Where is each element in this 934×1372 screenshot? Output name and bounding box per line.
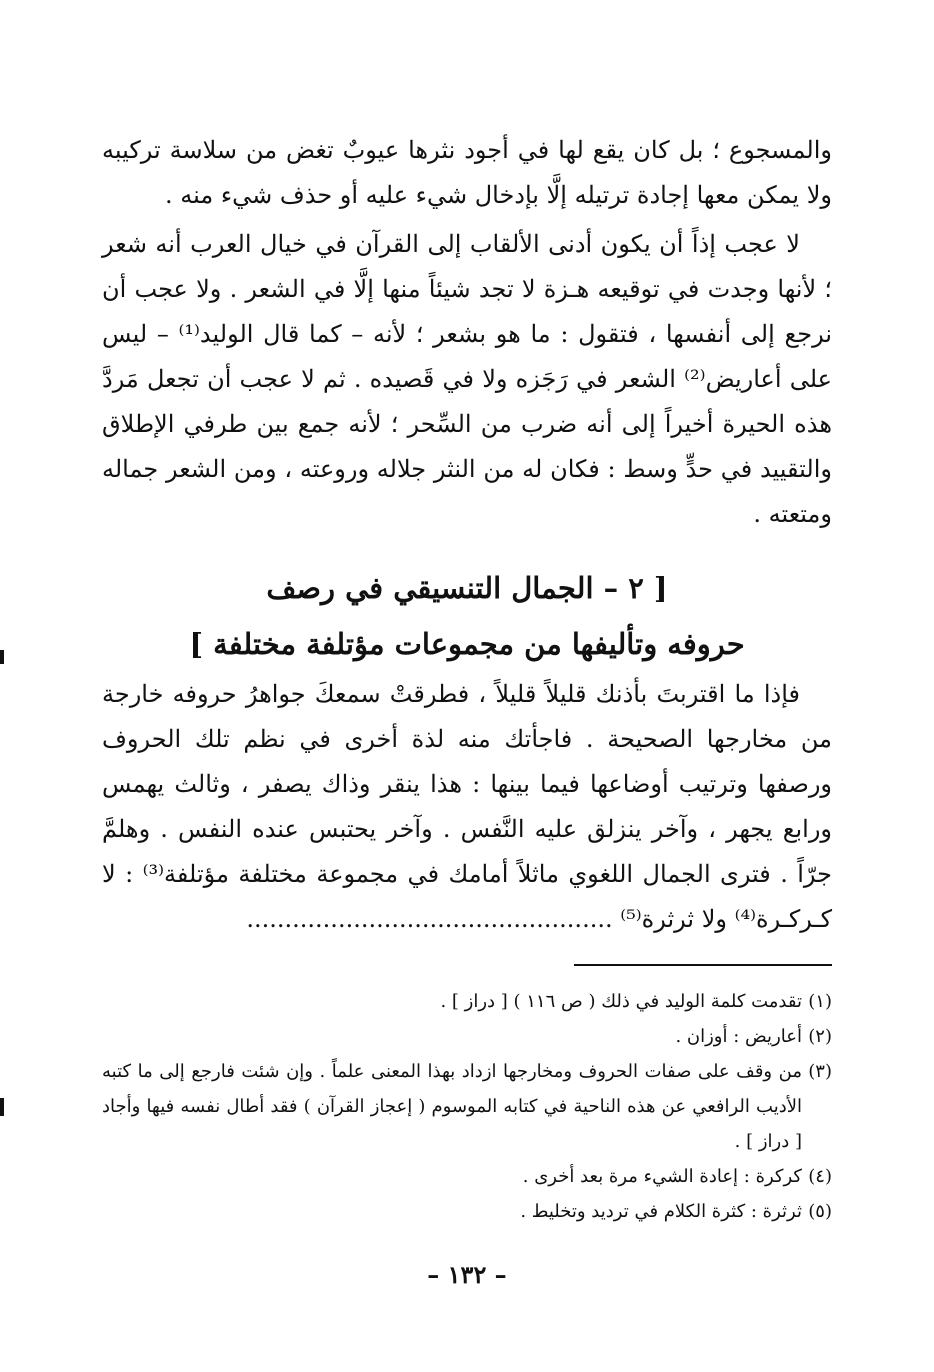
page-number: – ١٣٢ – [427,1260,507,1289]
heading-line-1: [ ٢ – الجمال التنسيقي في رصف [266,571,668,605]
footnote-number: (٤) [808,1166,832,1187]
footnote-1 [102,984,832,1019]
paragraph-2: لا عجب إذاً أن يكون أدنى الألقاب إلى القرآن في خيال العرب أنه شعر ؛ لأنها وجدت في توقيعه هـزة لا تجد شيئاً منها إلَّا في الشعر . ولا عجب أن نرجع إلى أنفسها ، فتقول : ما هو بشعر ؛ لأنه – كما قال الوليد⁽¹⁾ – ليس على أعاريض⁽²⁾ الشعر في رَجَزه ولا في قَصيده . ثم لا عجب أن تجعل مَردَّ هذه الحيرة أخيراً إلى أنه ضرب من السِّحر ؛ لأنه جمع بين طرفي الإطلاق والتقييد في حدٍّ وسط : فكان له من النثر جلاله وروعته ، ومن الشعر جماله ومتعته . [102,230,832,528]
footnote-4 [102,1159,832,1194]
footnote-3 [102,1054,832,1159]
footnote-5 [102,1194,832,1229]
footnote-text: أعاريض : أوزان . [675,1026,802,1047]
footnote-text: ثرثرة : كثرة الكلام في ترديد وتخليط . [520,1201,802,1222]
footnote-text: كركرة : إعادة الشيء مرة بعد أخرى . [522,1166,802,1187]
footnote-number: (٥) [808,1201,832,1222]
paragraph-3-text: فإذا ما اقتربتَ بأذنك قليلاً قليلاً ، فطرقتْ سمعكَ جواهرُ حروفه خارجة من مخارجها الصحيحة . فاجأتك منه لذة أخرى في نظم تلك الحروف ورصفها وترتيب أوضاعها فيما بينها : هذا ينقر وذاك يصفر ، وثالث يهمس ورابع يجهر ، وآخر ينزلق عليه النَّفس . وآخر يحتبس عنده النفس . وهلمَّ جرّاً . فترى الجمال اللغوي ماثلاً أمامك في مجموعة مختلفة مؤتلفة⁽³⁾ : لا كـركـرة⁽⁴⁾ ولا ثرثرة⁽⁵⁾ [102,680,832,933]
section-heading [102,560,832,672]
heading-line-2: حروفه وتأليفها من مجموعات مؤتلفة مختلفة ] [189,627,745,661]
ellipsis-dots: ................................................ [246,905,613,933]
footnote-separator [574,964,832,966]
scan-edge-mark [0,650,4,664]
paragraph-3 [102,672,832,942]
paragraph-1: والمسجوع ؛ بل كان يقع لها في أجود نثرها عيوبٌ تغض من سلاسة تركيبه ولا يمكن معها إجادة ترتيله إلَّا بإدخال شيء عليه أو حذف شيء منه . [102,136,833,209]
footnote-text: من وقف على صفات الحروف ومخارجها ازداد بهذا المعنى علماً . وإن شئت فارجع إلى ما كتبه الأديب الرافعي عن هذه الناحية في كتابه الموسوم ( إعجاز القرآن ) فقد أطال نفسه فيها وأجاد [ دراز ] . [102,1061,802,1152]
scan-edge-mark [0,1098,4,1116]
footnotes [102,984,832,1229]
footnote-number: (٢) [808,1026,832,1047]
footnote-text: تقدمت كلمة الوليد في ذلك ( ص ١١٦ ) [ دراز ] . [440,991,802,1012]
footnote-number: (٣) [808,1061,832,1082]
footnote-number: (١) [808,991,832,1012]
footnote-2 [102,1019,832,1054]
